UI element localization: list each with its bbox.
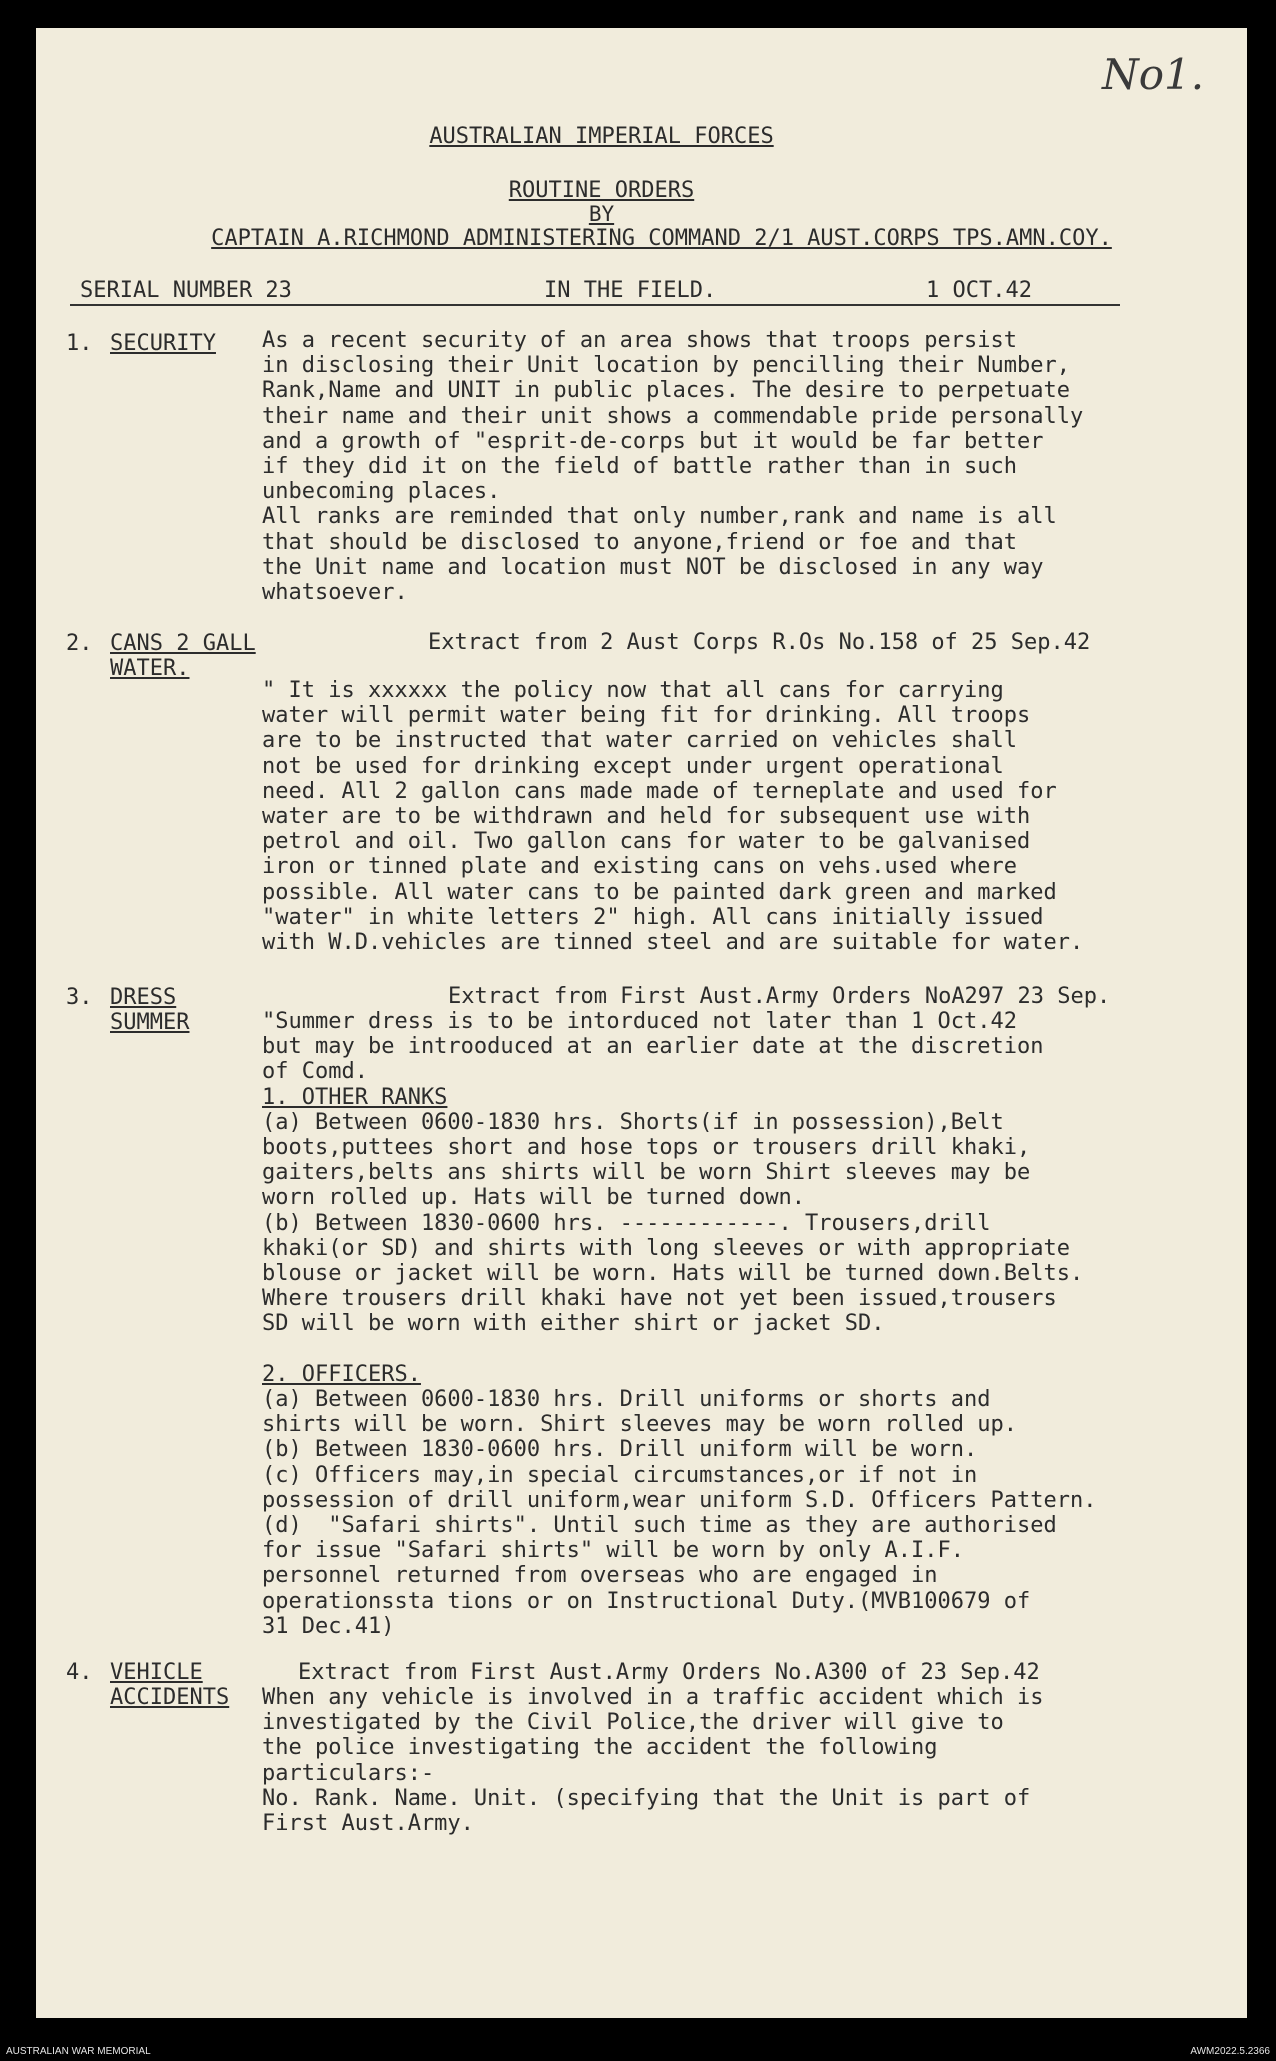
body-line: gaiters,belts ans shirts will be worn Shirt sleeves may be (262, 1160, 1031, 1186)
body-line: are to be instructed that water carried on vehicles shall (262, 728, 1017, 754)
document-by-line: BY (588, 202, 615, 226)
serial-date: 1 OCT.42 (926, 278, 1032, 303)
section-extract: Extract from First Aust.Army Orders No.A300 of 23 Sep.42 (298, 1660, 1040, 1685)
body-line: the Unit name and location must NOT be disclosed in any way (262, 554, 1044, 580)
body-line: All ranks are reminded that only number,rank and name is all (262, 504, 1057, 530)
handwritten-page-number: No1. (1102, 50, 1205, 99)
body-line: SD will be worn with either shirt or jacket SD. (262, 1311, 885, 1337)
body-line: (c) Officers may,in special circumstances,or if not in (262, 1462, 978, 1488)
body-line: (b) Between 1830-0600 hrs. Drill uniform will be worn. (262, 1437, 978, 1463)
body-line: investigated by the Civil Police,the driver will give to (262, 1710, 1004, 1736)
section-number: 1. (66, 331, 93, 356)
document-issuer: CAPTAIN A.RICHMOND ADMINISTERING COMMAND 2/1 AUST.CORPS TPS.AMN.COY. (211, 226, 1112, 251)
footer-accession-number: AWM2022.5.2366 (1190, 2046, 1270, 2057)
body-line: First Aust.Army. (262, 1811, 474, 1837)
header-rule (70, 304, 1120, 306)
section-heading: SECURITY (110, 331, 216, 356)
body-line: water will permit water being fit for drinking. All troops (262, 703, 1031, 729)
body-line: Rank,Name and UNIT in public places. The desire to perpetuate (262, 378, 1070, 404)
body-line: petrol and oil. Two gallon cans for water to be galvanised (262, 829, 1031, 855)
document-title: AUSTRALIAN IMPERIAL FORCES (429, 124, 774, 149)
body-line: water are to be withdrawn and held for subsequent use with (262, 804, 1031, 830)
body-line: for issue "Safari shirts" will be worn by only A.I.F. (262, 1538, 964, 1564)
body-line: of Comd. (262, 1059, 368, 1085)
body-line: with W.D.vehicles are tinned steel and are suitable for water. (262, 930, 1084, 956)
body-line: unbecoming places. (262, 479, 501, 505)
body-line: in disclosing their Unit location by pencilling their Number, (262, 353, 1070, 379)
section-body (262, 1009, 1096, 1639)
body-line: (b) Between 1830-0600 hrs. ------------. Trousers,drill (262, 1210, 991, 1236)
document-subtitle: ROUTINE ORDERS (508, 178, 695, 203)
section-number: 4. (66, 1660, 93, 1685)
section-extract: Extract from First Aust.Army Orders NoA297 23 Sep. (448, 984, 1111, 1009)
body-line: Where trousers drill khaki have not yet been issued,trousers (262, 1286, 1057, 1312)
section-extract: Extract from 2 Aust Corps R.Os No.158 of 25 Sep.42 (428, 630, 1091, 655)
body-line: (a) Between 0600-1830 hrs. Shorts(if in possession),Belt (262, 1109, 1004, 1135)
body-line: personnel returned from overseas who are engaged in (262, 1563, 938, 1589)
body-line: if they did it on the field of battle rather than in such (262, 454, 1017, 480)
serial-number: SERIAL NUMBER 23 (80, 278, 292, 303)
body-line (262, 1337, 1096, 1362)
body-line: that should be disclosed to anyone,friend or foe and that (262, 529, 1017, 555)
document-page (36, 28, 1247, 2018)
body-line: As a recent security of an area shows that troops persist (262, 328, 1017, 353)
body-line: particulars:- (262, 1760, 435, 1786)
body-line: No. Rank. Name. Unit. (specifying that the Unit is part of (262, 1785, 1031, 1811)
body-line: but may be introoduced at an earlier date at the discretion (262, 1034, 1044, 1060)
body-line: worn rolled up. Hats will be turned down. (262, 1185, 806, 1211)
section-heading: VEHICLE (110, 1660, 203, 1685)
section-number: 3. (66, 985, 93, 1010)
section-body (262, 1685, 1043, 1836)
section-heading: SUMMER (110, 1010, 190, 1035)
body-line: (d) "Safari shirts". Until such time as they are authorised (262, 1513, 1057, 1539)
body-line: (a) Between 0600-1830 hrs. Drill uniforms or shorts and (262, 1387, 991, 1413)
footer-institution: AUSTRALIAN WAR MEMORIAL (6, 2046, 151, 2057)
subsection-heading: 1. OTHER RANKS (262, 1084, 448, 1110)
body-line: possession of drill uniform,wear uniform S.D. Officers Pattern. (262, 1487, 1097, 1513)
body-line: shirts will be worn. Shirt sleeves may be worn rolled up. (262, 1412, 1017, 1438)
section-heading: ACCIDENTS (110, 1685, 230, 1710)
body-line: iron or tinned plate and existing cans on vehs.used where (262, 854, 1017, 880)
body-line: When any vehicle is involved in a traffic accident which is (262, 1685, 1044, 1710)
body-line: "water" in white letters 2" high. All cans initially issued (262, 904, 1044, 930)
body-line: 31 Dec.41) (262, 1613, 395, 1639)
body-line: their name and their unit shows a commendable pride personally (262, 403, 1084, 429)
section-body (262, 328, 1083, 605)
section-body (262, 678, 1083, 955)
serial-place: IN THE FIELD. (544, 278, 717, 303)
subsection-heading: 2. OFFICERS. (262, 1361, 421, 1387)
section-heading: CANS 2 GALL (110, 631, 256, 656)
body-line: " It is xxxxxx the policy now that all cans for carrying (262, 678, 1004, 703)
section-number: 2. (66, 631, 93, 656)
body-line: possible. All water cans to be painted dark green and marked (262, 879, 1057, 905)
body-line: the police investigating the accident the following (262, 1735, 938, 1761)
section-heading: DRESS (110, 985, 177, 1010)
body-line: and a growth of "esprit-de-corps but it would be far better (262, 428, 1044, 454)
section-heading: WATER. (110, 656, 190, 681)
body-line: operationssta tions or on Instructional Duty.(MVB100679 of (262, 1588, 1031, 1614)
body-line: boots,puttees short and hose tops or trousers drill khaki, (262, 1135, 1031, 1161)
body-line: khaki(or SD) and shirts with long sleeves or with appropriate (262, 1235, 1070, 1261)
body-line: "Summer dress is to be intorduced not later than 1 Oct.42 (262, 1009, 1017, 1034)
body-line: not be used for drinking except under urgent operational (262, 753, 1004, 779)
body-line: need. All 2 gallon cans made made of terneplate and used for (262, 778, 1057, 804)
body-line: blouse or jacket will be worn. Hats will be turned down.Belts. (262, 1261, 1084, 1287)
body-line: whatsoever. (262, 580, 408, 606)
